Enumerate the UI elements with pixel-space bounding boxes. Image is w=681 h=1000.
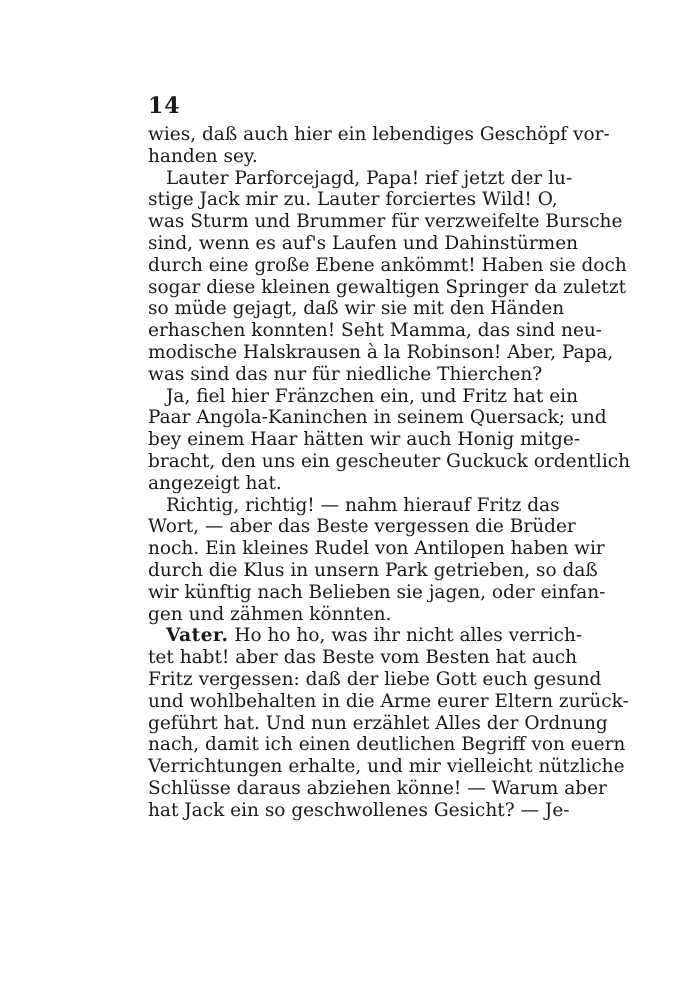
text-line: modische Halskrausen à la Robinson! Aber, Papa, [148,341,614,363]
text-line: Paar Angola-Kaninchen in seinem Quersack; und [148,407,607,429]
text-line: tet habt! aber das Beste vom Besten hat auch [148,647,578,669]
text-line: durch die Klus in unsern Park getrieben, so daß [148,559,598,581]
text-line: sogar diese kleinen gewaltigen Springer da zuletzt [148,276,627,298]
body-text [148,124,631,822]
paragraph-first-line: Richtig, richtig! — nahm hierauf Fritz das [166,494,560,516]
text-line: Fritz vergessen: daß der liebe Gott euch gesund [148,668,602,690]
text-line: geführt hat. Und nun erzählet Alles der Ordnung [148,712,608,734]
text-line: noch. Ein kleines Rudel von Antilopen haben wir [148,538,605,560]
text-line: sind, wenn es auf's Laufen und Dahinstürmen [148,232,579,254]
text-line: durch eine große Ebene ankömmt! Haben sie doch [148,254,627,276]
text-line: nach, damit ich einen deutlichen Begriff von euern [148,734,626,756]
text-line: hat Jack ein so geschwollenes Gesicht? — Je- [148,799,570,821]
text-line: Schlüsse daraus abziehen könne! — Warum aber [148,777,607,799]
text-line: so müde gejagt, daß wir sie mit den Händen [148,298,565,320]
speaker-text: Ho ho ho, was ihr nicht alles verrich- [228,625,583,647]
text-line: Wort, — aber das Beste vergessen die Brüder [148,516,576,538]
page-number: 14 [148,93,181,119]
text-line: was sind das nur für niedliche Thierchen? [148,363,543,385]
paragraph-first-line: Ja, fiel hier Fränzchen ein, und Fritz hat ein [166,385,578,407]
text-line: was Sturm und Brummer für verzweifelte Bursche [148,211,623,233]
speaker-label: Vater. [166,625,229,647]
text-line: stige Jack mir zu. Lauter forciertes Wild! O, [148,189,558,211]
text-line: gen und zähmen könnten. [148,603,392,625]
text-line: erhaschen konnten! Seht Mamma, das sind neu- [148,320,603,342]
text-line: Verrichtungen erhalte, und mir vielleicht nützliche [148,756,625,778]
text-line: wies, daß auch hier ein lebendiges Geschöpf vor- [148,124,610,145]
paragraph-first-line: Lauter Parforcejagd, Papa! rief jetzt der lu- [166,167,573,189]
text-line: angezeigt hat. [148,472,282,494]
text-line: handen sey. [148,145,258,167]
text-line: und wohlbehalten in die Arme eurer Eltern zurück- [148,690,629,712]
text-line: wir künftig nach Belieben sie jagen, oder einfan- [148,581,606,603]
text-line: bracht, den uns ein gescheuter Guckuck ordentlich [148,450,631,472]
paragraph-first-line [148,625,583,647]
text-line: bey einem Haar hätten wir auch Honig mitge- [148,429,581,451]
